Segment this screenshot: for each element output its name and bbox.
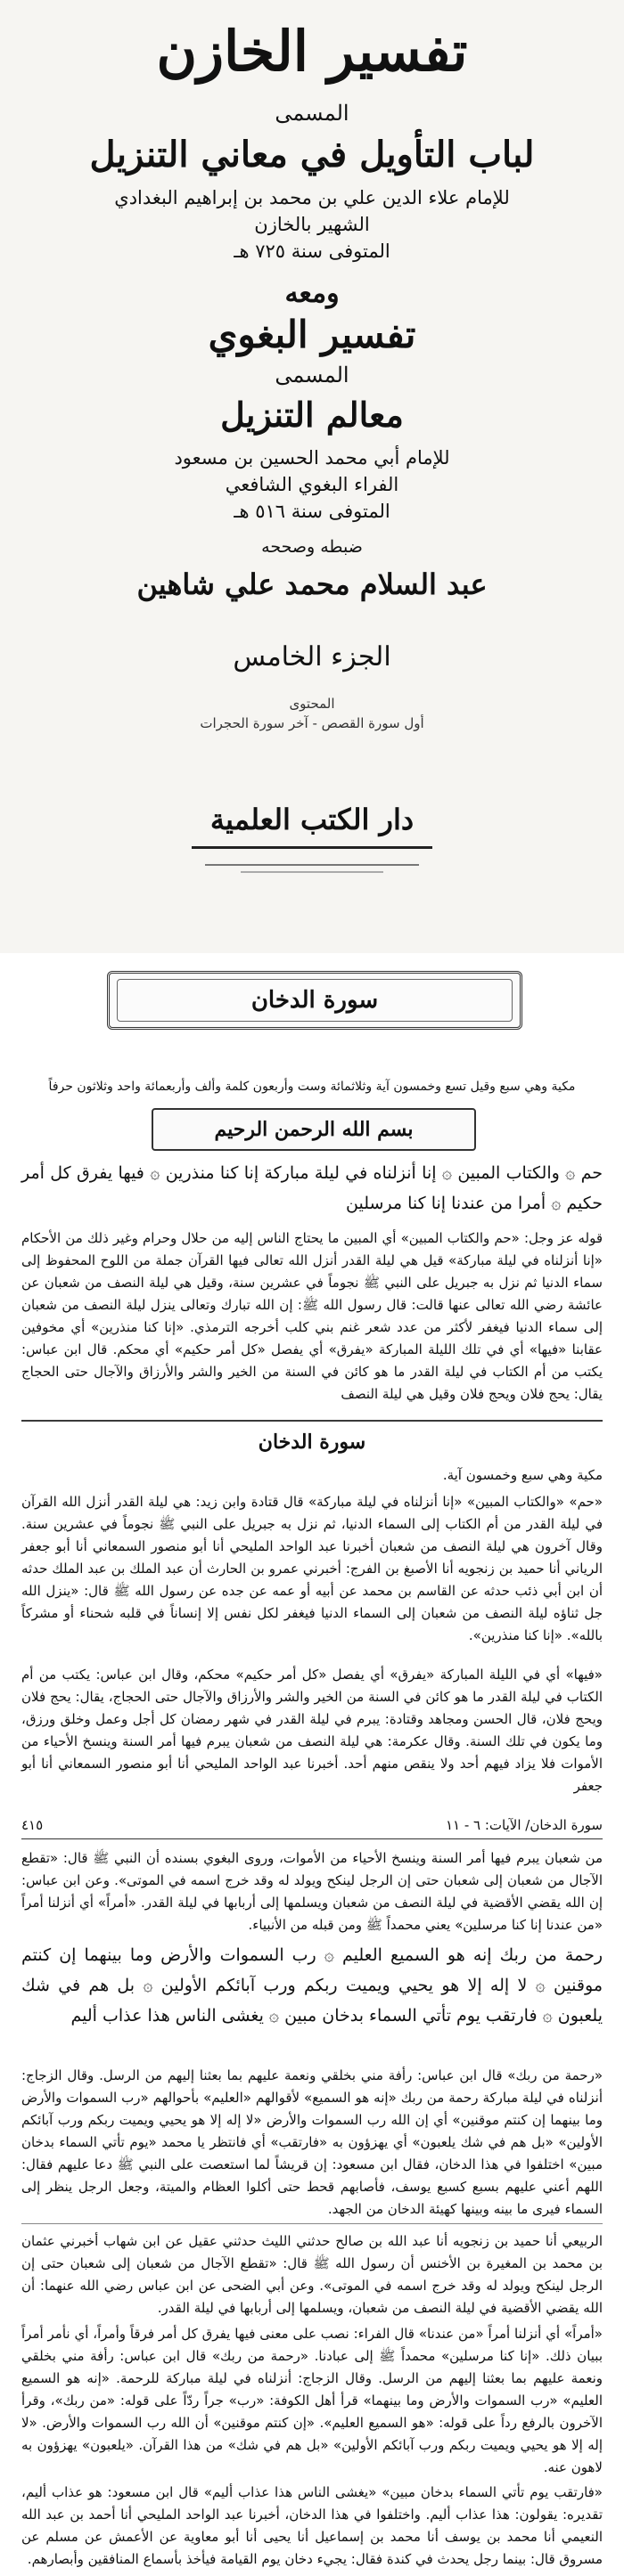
page415-quran-verses: رحمة من ربك إنه هو السميع العليم ۞ رب السموات والأرض وما بينهما إن كنتم موقنين ۞ لا إله إلا هو يحيي ويميت ربكم ورب آبائكم الأولين ۞ بل هم في شك يلعبون ۞ فارتقب يوم تأتي السماء بدخان مبين ۞ يغشى الناس هذا عذاب أليم (21, 1945, 603, 2026)
second-book-title: تفسير البغوي (208, 313, 416, 356)
second-book-subtitle: معالم التنزيل (220, 395, 404, 435)
volume-label: الجزء الخامس (233, 641, 391, 673)
page415-divider (21, 2223, 603, 2224)
named-label: المسمى (275, 101, 349, 126)
page415-commentary-4: «أمراً» أي أنزلنا أمراً «من عندنا» قال الفراء: نصب على معنى فيها يفرق كل أمر فرقاً وأمراً، أي نأمر أمراً ببيان ذلك. «إنا كنا مرسلين» محمداً ﷺ إلى عبادنا. «رحمة من ربك» قال ابن عباس: رأفة مني بخلقي ونعمة عليهم بما بعثنا إليهم من الرسل. وقال الزجاج: أنزلناه في ليلة مباركة للرحمة. «إنه هو السميع العليم» «رب السموات والأرض وما بينهما» قرأ أهل الكوفة: «رب» جراً ردّاً على قوله: «من ربك»، وقرأ الآخرون بالرفع رداً على قوله: «هو السميع العليم». «إن كنتم موقنين» أن الله رب السموات والأرض. «لا إله إلا هو يحيي ويميت ربكم ورب آبائكم الأولين» «بل هم في شك» من هذا القرآن. «يلعبون» يهزؤون به لاهون عنه. (21, 2326, 603, 2475)
publisher-underline (205, 864, 419, 866)
second-named-label: المسمى (275, 363, 349, 387)
title-page (0, 0, 624, 953)
book-main-title: تفسير الخازن (156, 19, 468, 84)
baghawi-intro: مكية وهي سبع وخمسون آية. (442, 1467, 603, 1483)
page415-commentary-3: الربيعي أنا حميد بن زنجويه أنا عبد الله بن صالح حدثني الليث حدثني عقيل عن ابن شهاب أخبرني عثمان بن محمد بن المغيرة بن الأخنس أن رسول الله ﷺ قال: «تقطع الآجال من شعبان إلى شعبان حتى إن الرجل لينكح ويولد له وقد خرج اسمه في الموتى». وعن أبي الضحى عن ابن عباس رضي الله عنهما: أن الله يقضي الأقضية في ليلة النصف من شعبان، ويسلمها إلى أربابها في ليلة القدر. (21, 2233, 603, 2316)
surah-intro: مكية وهي سبع وقيل تسع وخمسون آية وثلاثمائة وست وأربعون كلمة وألف وأربعمائة واحد وثلاثون حرفاً (48, 1080, 576, 1094)
page415-commentary-5: «فارتقب يوم تأتي السماء بدخان مبين» «يغشى الناس هذا عذاب أليم» قال ابن مسعود: هو عذاب أليم، تقديره: يقولون: هذا عذاب أليم. واختلفوا في هذا الدخان، أخبرنا عبد الواحد المليحي أنا أحمد بن عبد الله النعيمي أنا محمد بن يوسف أنا محمد بن إسماعيل أنا يحيى أنا أبو معاوية عن الأعمش عن مسلم عن مسروق قال: بينما رجل يحدث في كندة فقال: يجيء دخان يوم القيامة فيأخذ بأسماع المنافقين وأبصارهم. (21, 2484, 603, 2567)
editor-name: عبد السلام محمد علي شاهين (136, 567, 488, 601)
publisher-underline-short (241, 871, 383, 873)
author-line-1: للإمام علاء الدين علي بن محمد بن إبراهيم البغدادي (114, 187, 510, 208)
author-death-date: المتوفى سنة ٧٢٥ هـ (234, 240, 390, 262)
running-header-rule (21, 1838, 603, 1839)
second-author-death-date: المتوفى سنة ٥١٦ هـ (234, 501, 390, 522)
second-author-line-2: الفراء البغوي الشافعي (225, 474, 399, 495)
with-it-label: ومعه (284, 278, 340, 309)
surah-header-title: سورة الدخان (117, 979, 513, 1022)
baghawi-commentary-1: «حم» «والكتاب المبين» «إنا أنزلناه في ليلة مباركة» قال قتادة وابن زيد: هي ليلة القدر أنزل الله القرآن في ليلة القدر من أم الكتاب إلى السماء الدنيا، ثم نزل به جبريل على النبي ﷺ نجوماً في عشرين سنة. وقال آخرون هي ليلة النصف من شعبان أخبرنا عبد الواحد المليحي أنا أبو منصور السمعاني أنا أبو جعفر الرياني أنا حميد بن زنجويه أنا الأصبغ بن الفرج: أخبرني عمرو بن الحارث أن عبد الملك بن عبد الملك حدثه أن ابن أبي ذئب حدثه عن القاسم بن محمد عن أبيه أو عمه عن جده عن رسول الله ﷺ قال: «ينزل الله جل ثناؤه ليلة النصف من شعبان إلى السماء الدنيا فيغفر لكل نفس إلا إنساناً في قلبه شحناء أو مشركاً بالله». «إنا كنا منذرين». (21, 1494, 603, 1643)
section-divider (21, 1420, 603, 1422)
khazin-commentary: قوله عز وجل: «حم والكتاب المبين» أي المبين ما يحتاج الناس إليه من حلال وحرام وغير ذلك من الأحكام «إنا أنزلناه في ليلة مباركة» قيل هي ليلة القدر أنزل الله تعالى فيها القرآن جملة من اللوح المحفوظ إلى سماء الدنيا ثم نزل به جبريل على النبي ﷺ نجوماً في عشرين سنة، وقيل هي ليلة النصف من شعبان عن عائشة رضي الله تعالى عنها قالت: قال رسول الله ﷺ: إن الله تبارك وتعالى ينزل ليلة النصف من شعبان إلى سماء الدنيا فيغفر لأكثر من عدد شعر غنم بني كلب أخرجه الترمذي. «إنا كنا منذرين» أي مخوفين عقابنا «فيها» أي في تلك الليلة المباركة «يفرق» أي يفصل «كل أمر حكيم» أي محكم. قال ابن عباس: يكتب من أم الكتاب في ليلة القدر ما هو كائن في السنة من الخير والشر والأرزاق والآجال حتى الحجاج يقال: يحج فلان ويحج فلان وقيل هي ليلة النصف (21, 1230, 603, 1402)
book-subtitle: لباب التأويل في معاني التنزيل (89, 134, 535, 175)
surah-header-frame (107, 971, 522, 1030)
publisher-logo: دار الكتب العلمية (192, 793, 432, 849)
page-number: ٤١٥ (21, 1817, 44, 1833)
page415-commentary-2: «رحمة من ربك» قال ابن عباس: رأفة مني بخلقي ونعمة عليهم بما بعثنا إليهم من الرسل. وقال الزجاج: أنزلناه في ليلة مباركة رحمة من ربك «إنه هو السميع» لأقوالهم «العليم» بأحوالهم «رب السموات والأرض وما بينهما إن كنتم موقنين» أي إن الله رب السموات والأرض «لا إله إلا هو يحيي ويميت ربكم ورب آبائكم الأولين» «بل هم في شك يلعبون» أي يهزؤون به «فارتقب» أي فانتظر يا محمد «يوم تأتي السماء بدخان مبين» اختلفوا في هذا الدخان، فقال ابن مسعود: إن قريشاً لما استعصت على النبي ﷺ دعا عليهم فقال: اللهم أعني عليهم بسبع كسبع يوسف، فأصابهم قحط حتى أكلوا العظام والميتة، وجعل الرجل ينظر إلى السماء فيرى ما بينه وبينها كهيئة الدخان من الجهد. (21, 2067, 603, 2217)
running-header-reference: سورة الدخان/ الآيات: ٦ - ١١ (445, 1817, 603, 1833)
baghawi-commentary-2: «فيها» أي في الليلة المباركة «يفرق» أي يفصل «كل أمر حكيم» محكم، وقال ابن عباس: يكتب من أم الكتاب في ليلة القدر ما هو كائن في السنة من الخير والشر والأرزاق والآجال حتى الحجاج، يقال: يحج فلان ويحج فلان، قال الحسن ومجاهد وقتادة: يبرم في ليلة القدر في شهر رمضان كل أجل وعمل وخلق ورزق، وما يكون في تلك السنة. وقال عكرمة: هي ليلة النصف من شعبان يبرم فيها أمر السنة وينسخ الأحياء من الأموات فلا يزاد فيهم أحد ولا ينقص منهم أحد. أخبرنا عبد الواحد المليحي أنا أبو منصور السمعاني أنا أبو جعفر (21, 1667, 603, 1794)
author-line-2: الشهير بالخازن (254, 214, 370, 235)
page415-commentary-1: من شعبان يبرم فيها أمر السنة وينسخ الأحياء من الأموات، وروى البغوي بسنده أن النبي ﷺ قال: «تقطع الآجال من شعبان إلى شعبان حتى إن الرجل لينكح ويولد له وقد خرج اسمه في الموتى». وعن ابن عباس: إن الله يقضي الأقضية في ليلة النصف من شعبان ويسلمها إلى أربابها في ليلة القدر. «أمراً» أي أنزلنا أمراً «من عندنا إنا كنا مرسلين» يعني محمداً ﷺ ومن قبله من الأنبياء. (21, 1850, 603, 1933)
second-author-line-1: للإمام أبي محمد الحسين بن مسعود (174, 447, 450, 469)
quran-verses-block: حم ۞ والكتاب المبين ۞ إنا أنزلناه في ليلة مباركة إنا كنا منذرين ۞ فيها يفرق كل أمر حكيم ۞ أمرا من عندنا إنا كنا مرسلين (21, 1163, 603, 1213)
basmala-frame: بسم الله الرحمن الرحيم (152, 1108, 476, 1151)
contents-label: المحتوى (289, 696, 335, 712)
baghawi-surah-header: سورة الدخان (258, 1431, 366, 1454)
contents-range: أول سورة القصص - آخر سورة الحجرات (200, 715, 424, 731)
edited-by-label: ضبطه وصححه (261, 537, 363, 557)
running-header (21, 1814, 603, 1837)
